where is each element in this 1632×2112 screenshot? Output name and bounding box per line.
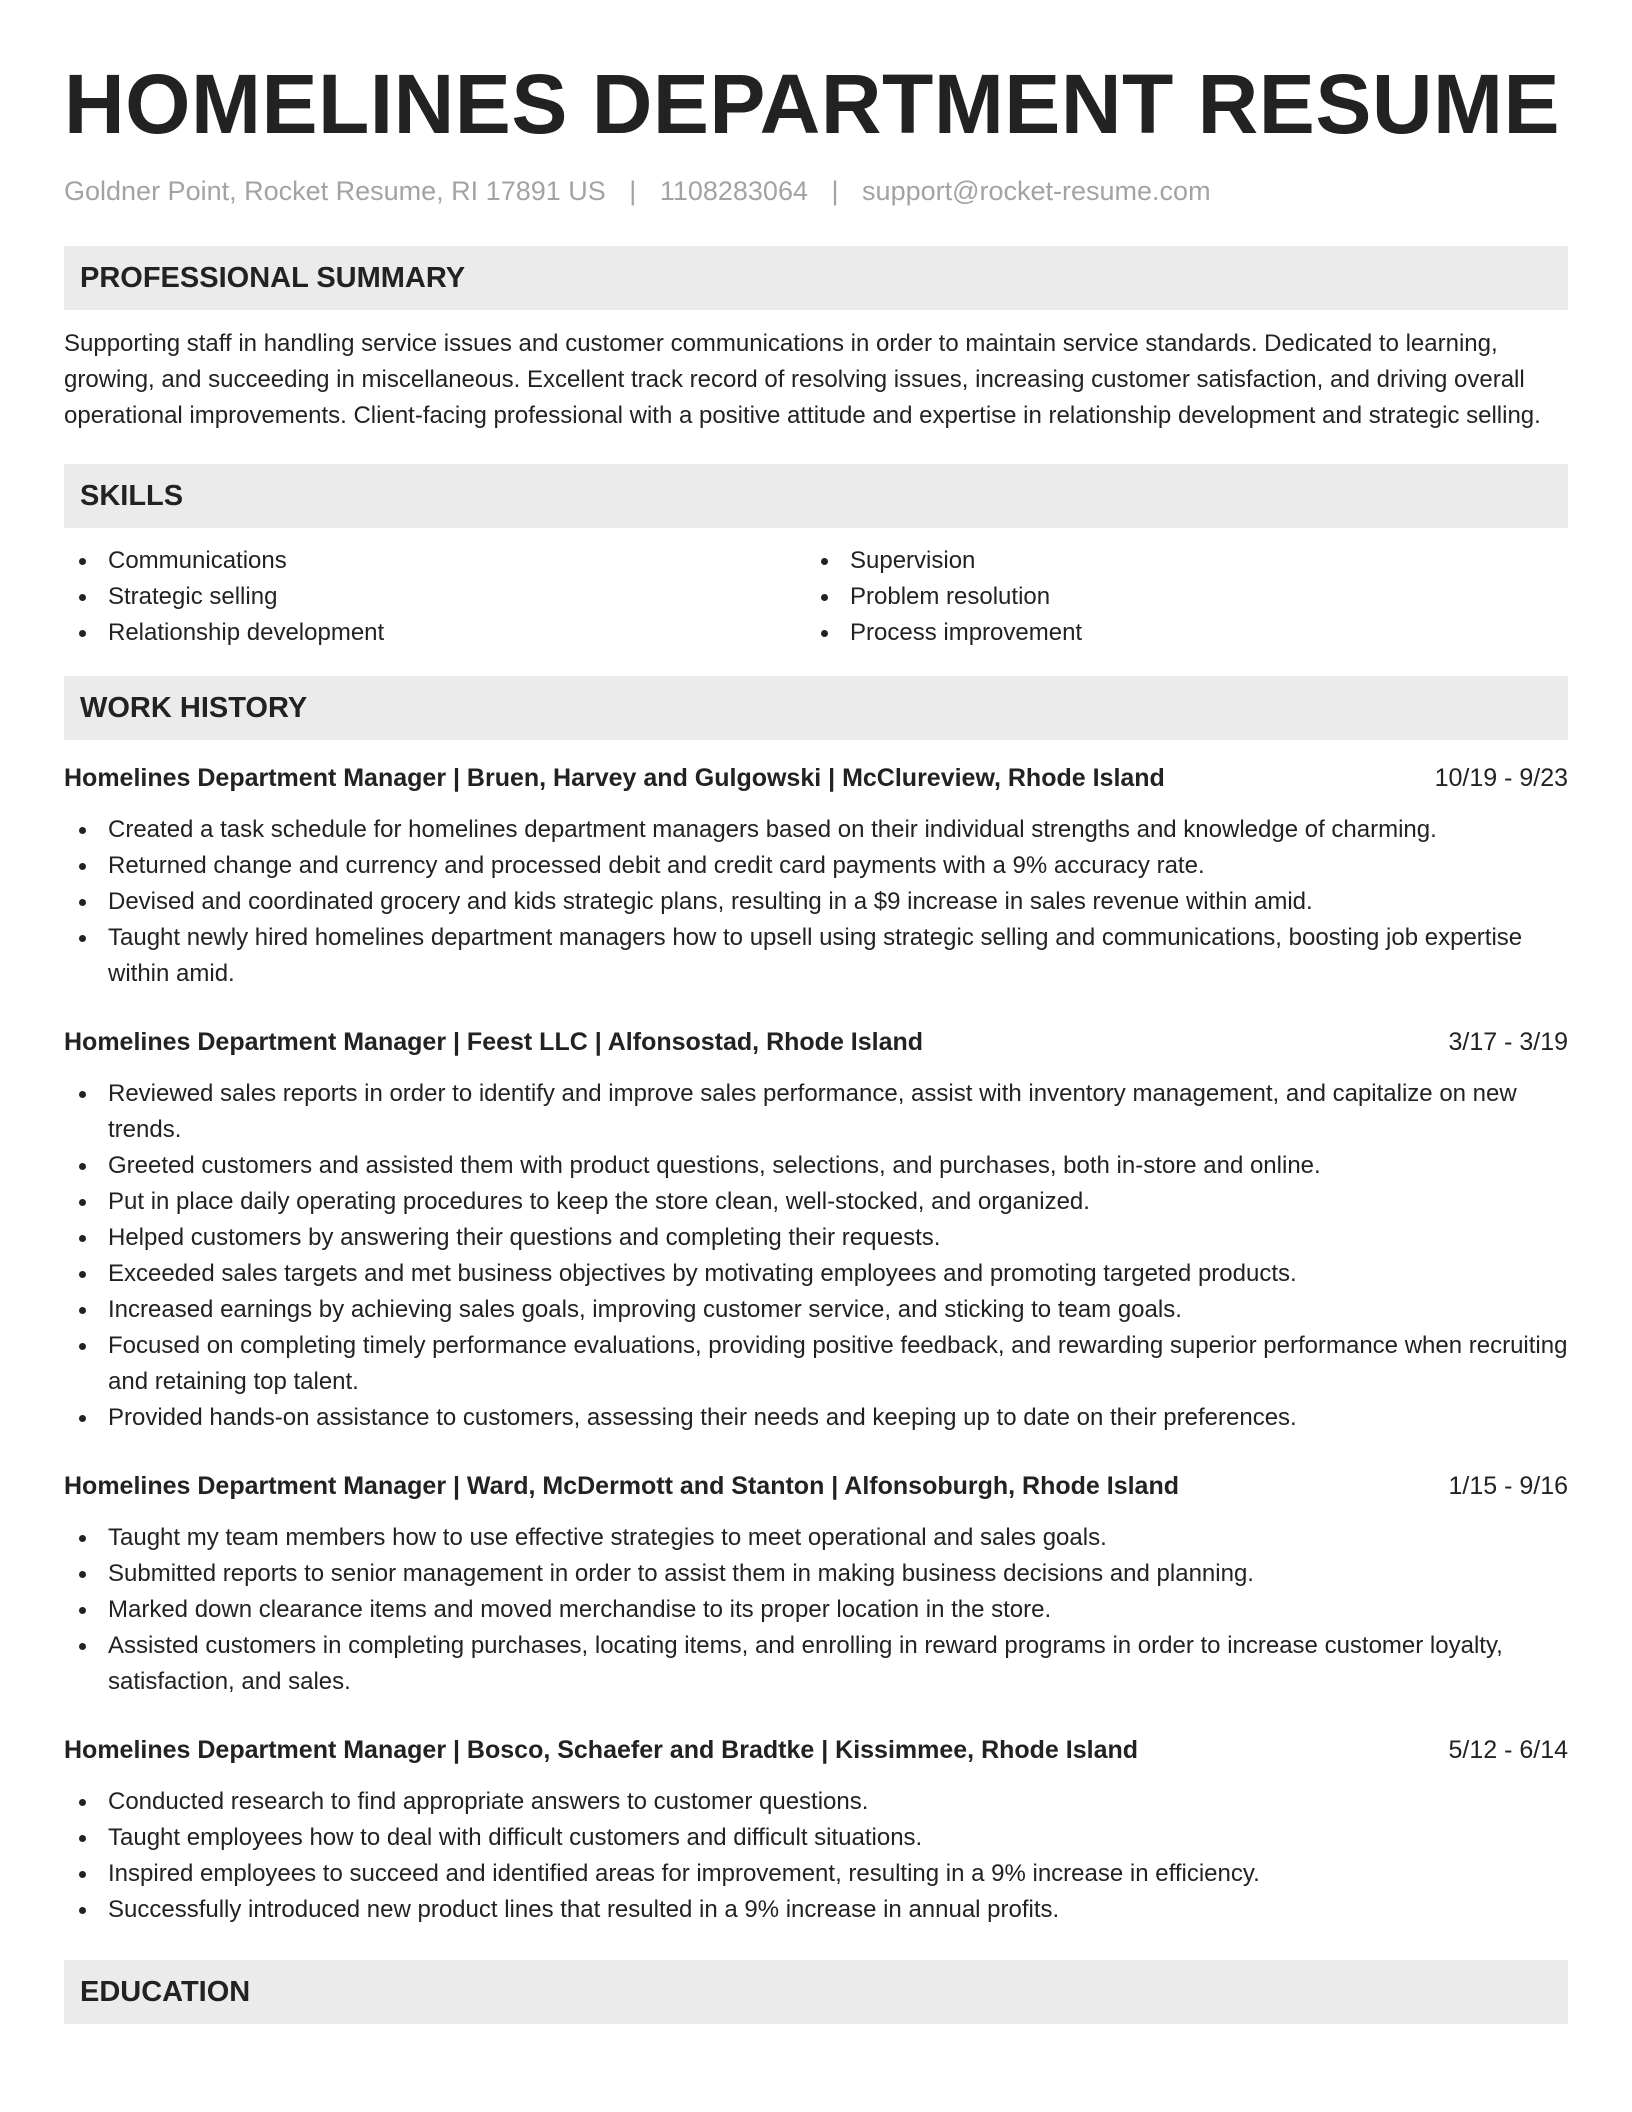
skill-item: [64, 579, 806, 615]
job-entry: [64, 1468, 1568, 1700]
job-bullet-text: Created a task schedule for homelines department managers based on their individual strengths and knowledge of charming.: [108, 816, 1437, 843]
job-bullet: [64, 1784, 1568, 1820]
bullet-dot-icon: [79, 1799, 86, 1806]
contact-line: [64, 174, 1568, 208]
bullet-dot-icon: [79, 1871, 86, 1878]
skill-item: [806, 579, 1548, 615]
job-dates: 1/15 - 9/16: [1448, 1472, 1568, 1500]
job-bullet: [64, 1148, 1568, 1184]
bullet-dot-icon: [79, 1271, 86, 1278]
bullet-dot-icon: [79, 1535, 86, 1542]
job-bullet-text: Conducted research to find appropriate answers to customer questions.: [108, 1788, 869, 1815]
job-bullet-text: Devised and coordinated grocery and kids strategic plans, resulting in a $9 increase in sales revenue within amid.: [108, 888, 1313, 915]
job-bullet: [64, 1520, 1568, 1556]
job-bullet: [64, 1592, 1568, 1628]
skill-item-text: Relationship development: [108, 619, 385, 646]
job-bullet-text: Greeted customers and assisted them with product questions, selections, and purchases, both in-store and online.: [108, 1152, 1321, 1179]
job-title: Homelines Department Manager | Bruen, Harvey and Gulgowski | McClureview, Rhode Island: [64, 764, 1165, 792]
job-bullet: [64, 1184, 1568, 1220]
skills-grid: [64, 543, 1568, 651]
skill-item-text: Supervision: [850, 547, 976, 574]
job-bullet-text: Assisted customers in completing purchases, locating items, and enrolling in reward programs in order to increase customer loyalty, satisfaction, and sales.: [108, 1632, 1503, 1695]
contact-separator: |: [831, 176, 839, 206]
job-entry: [64, 1024, 1568, 1436]
resume-title: HOMELINES DEPARTMENT RESUME: [64, 57, 1561, 151]
skill-item: [806, 543, 1548, 579]
bullet-dot-icon: [79, 935, 86, 942]
contact-separator: |: [629, 176, 637, 206]
bullet-dot-icon: [79, 1199, 86, 1206]
job-bullets: [64, 1784, 1568, 1928]
job-header: [64, 1732, 1568, 1768]
skills-column-right: [806, 543, 1548, 651]
skill-item-text: Problem resolution: [850, 583, 1051, 610]
job-bullet: [64, 1400, 1568, 1436]
skill-item-text: Strategic selling: [108, 583, 278, 610]
job-bullet: [64, 1292, 1568, 1328]
skill-item: [64, 543, 806, 579]
job-bullet-text: Put in place daily operating procedures to keep the store clean, well-stocked, and organized.: [108, 1188, 1090, 1215]
job-bullet: [64, 1556, 1568, 1592]
bullet-dot-icon: [821, 630, 828, 637]
job-bullet: [64, 1256, 1568, 1292]
job-bullet-text: Reviewed sales reports in order to identify and improve sales performance, assist with inventory management, and capitalize on new trends.: [108, 1080, 1517, 1143]
bullet-dot-icon: [79, 1307, 86, 1314]
job-dates: 10/19 - 9/23: [1434, 764, 1568, 792]
job-bullets: [64, 1520, 1568, 1700]
contact-address: Goldner Point, Rocket Resume, RI 17891 US: [64, 176, 606, 206]
job-bullet-text: Inspired employees to succeed and identified areas for improvement, resulting in a 9% increase in efficiency.: [108, 1860, 1260, 1887]
job-bullet: [64, 848, 1568, 884]
bullet-dot-icon: [79, 1163, 86, 1170]
bullet-dot-icon: [79, 1571, 86, 1578]
job-bullet-text: Returned change and currency and processed debit and credit card payments with a 9% accuracy rate.: [108, 852, 1205, 879]
section-header-education: EDUCATION: [64, 1960, 1568, 2024]
job-title: Homelines Department Manager | Feest LLC | Alfonsostad, Rhode Island: [64, 1028, 924, 1056]
section-header-work-history: WORK HISTORY: [64, 676, 1568, 740]
job-bullet-text: Successfully introduced new product lines that resulted in a 9% increase in annual profits.: [108, 1896, 1060, 1923]
job-bullet-text: Increased earnings by achieving sales goals, improving customer service, and sticking to team goals.: [108, 1296, 1182, 1323]
bullet-dot-icon: [79, 1235, 86, 1242]
job-entry: [64, 760, 1568, 992]
skill-item: [64, 615, 806, 651]
job-bullet: [64, 920, 1568, 992]
job-dates: 5/12 - 6/14: [1448, 1736, 1568, 1764]
work-history-list: [64, 760, 1568, 1928]
skills-column-left: [64, 543, 806, 651]
section-header-skills: SKILLS: [64, 464, 1568, 528]
job-bullet-text: Provided hands-on assistance to customers, assessing their needs and keeping up to date on their preferences.: [108, 1404, 1297, 1431]
job-bullet-text: Taught employees how to deal with difficult customers and difficult situations.: [108, 1824, 923, 1851]
job-bullet-text: Focused on completing timely performance evaluations, providing positive feedback, and rewarding superior performance when recruiting and retaining top talent.: [108, 1332, 1568, 1395]
job-entry: [64, 1732, 1568, 1928]
job-bullet-text: Marked down clearance items and moved merchandise to its proper location in the store.: [108, 1596, 1052, 1623]
section-header-summary: PROFESSIONAL SUMMARY: [64, 246, 1568, 310]
bullet-dot-icon: [79, 899, 86, 906]
job-bullets: [64, 1076, 1568, 1436]
bullet-dot-icon: [79, 1415, 86, 1422]
job-header: [64, 1024, 1568, 1060]
skill-item-text: Communications: [108, 547, 287, 574]
job-bullet: [64, 1856, 1568, 1892]
job-dates: 3/17 - 3/19: [1448, 1028, 1568, 1056]
job-bullet: [64, 1820, 1568, 1856]
bullet-dot-icon: [821, 558, 828, 565]
job-bullet: [64, 884, 1568, 920]
job-title: Homelines Department Manager | Ward, McDermott and Stanton | Alfonsoburgh, Rhode Island: [64, 1472, 1180, 1500]
job-bullet-text: Submitted reports to senior management in order to assist them in making business decisions and planning.: [108, 1560, 1254, 1587]
job-header: [64, 760, 1568, 796]
bullet-dot-icon: [79, 558, 86, 565]
contact-phone: 1108283064: [659, 176, 808, 206]
job-bullets: [64, 812, 1568, 992]
resume-page: [64, 56, 1568, 2024]
contact-email: support@rocket-resume.com: [862, 176, 1211, 206]
skill-item-text: Process improvement: [850, 619, 1083, 646]
job-bullet: [64, 1328, 1568, 1400]
job-bullet-text: Taught my team members how to use effective strategies to meet operational and sales goals.: [108, 1524, 1107, 1551]
bullet-dot-icon: [79, 1907, 86, 1914]
skill-item: [806, 615, 1548, 651]
job-bullet: [64, 1220, 1568, 1256]
bullet-dot-icon: [79, 827, 86, 834]
job-bullet-text: Exceeded sales targets and met business objectives by motivating employees and promoting targeted products.: [108, 1260, 1297, 1287]
job-bullet: [64, 1628, 1568, 1700]
job-title: Homelines Department Manager | Bosco, Schaefer and Bradtke | Kissimmee, Rhode Island: [64, 1736, 1139, 1764]
bullet-dot-icon: [79, 594, 86, 601]
job-bullet: [64, 1076, 1568, 1148]
job-bullet-text: Taught newly hired homelines department managers how to upsell using strategic selling and communications, boosting job expertise within amid.: [108, 924, 1523, 987]
job-bullet: [64, 1892, 1568, 1928]
job-bullet: [64, 812, 1568, 848]
bullet-dot-icon: [821, 594, 828, 601]
bullet-dot-icon: [79, 1643, 86, 1650]
bullet-dot-icon: [79, 630, 86, 637]
bullet-dot-icon: [79, 1091, 86, 1098]
summary-text: Supporting staff in handling service issues and customer communications in order to maintain service standards. Dedicated to learning, growing, and succeeding in miscellaneous. Excellent track record of resolving issues, increasing customer satisfaction, and driving overall operational improvements. Client-facing professional with a positive attitude and expertise in relationship development and strategic selling.: [64, 330, 1541, 429]
bullet-dot-icon: [79, 1835, 86, 1842]
job-header: [64, 1468, 1568, 1504]
job-bullet-text: Helped customers by answering their questions and completing their requests.: [108, 1224, 941, 1251]
bullet-dot-icon: [79, 863, 86, 870]
bullet-dot-icon: [79, 1343, 86, 1350]
bullet-dot-icon: [79, 1607, 86, 1614]
